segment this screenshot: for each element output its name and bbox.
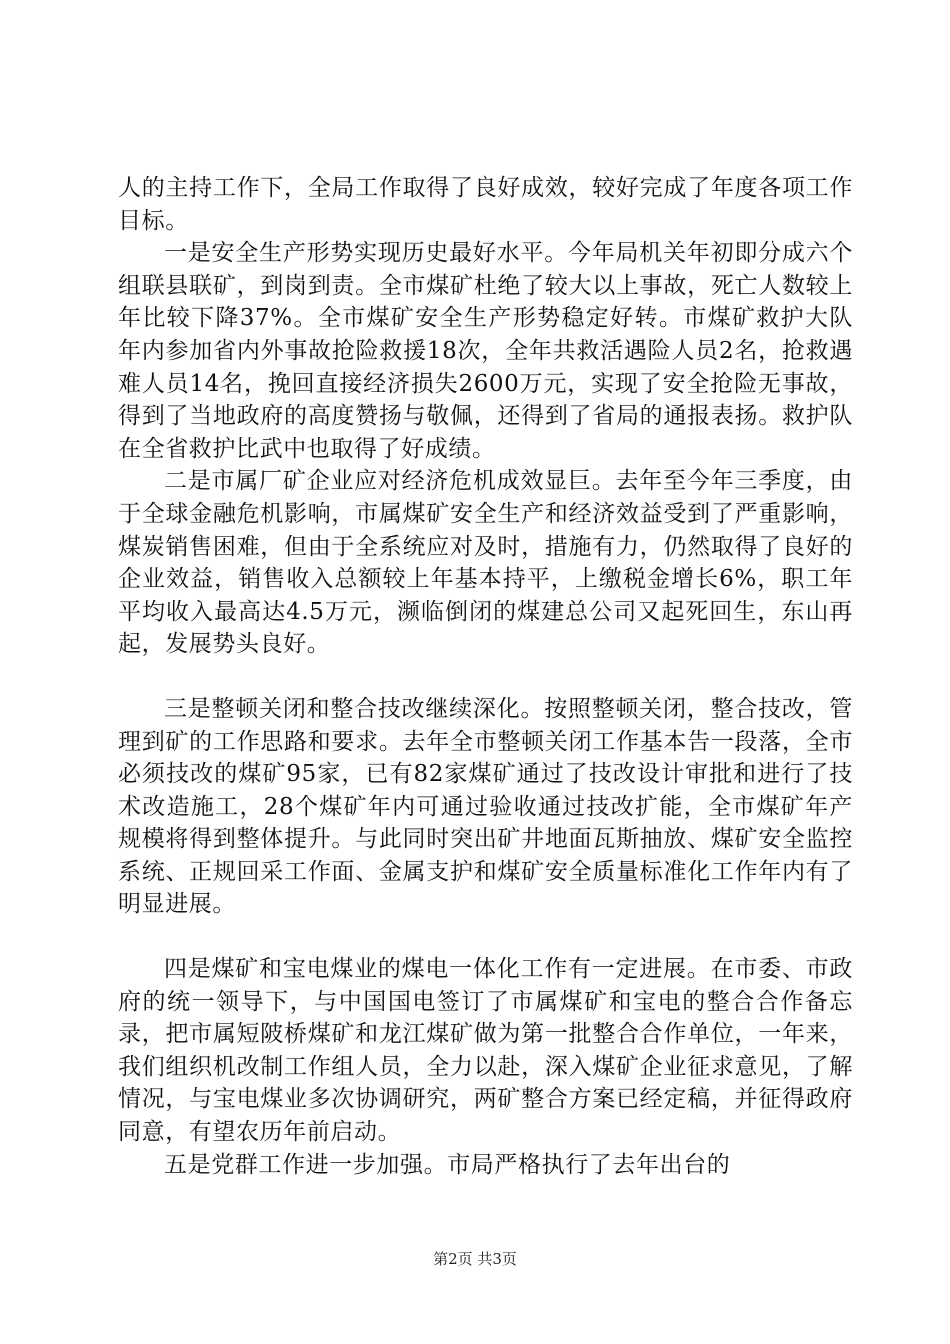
paragraph-party-work: 五是党群工作进一步加强。市局严格执行了去年出台的 (164, 1151, 731, 1178)
paragraph-safety-production: 一是安全生产形势实现历史最好水平。今年局机关年初即分成六个组联县联矿，到岗到责。全市煤矿杜绝了较大以上事故，死亡人数较上年比较下降37%。全市煤矿安全生产形势稳定好转。市煤矿救护大队年内参加省内外事故抢险救援18次，全年共救活遇险人员2名，抢救遇难人员14名，挽回直接经济损失2600万元，实现了安全抢险无事故，得到了当地政府的高度赞扬与敬佩，还得到了省局的通报表扬。救护队在全省救护比武中也取得了好成绩。 (118, 240, 853, 462)
paragraph-intro-continuation: 人的主持工作下，全局工作取得了良好成效，较好完成了年度各项工作目标。 (118, 175, 853, 234)
paragraph-coal-power-integration: 四是煤矿和宝电煤业的煤电一体化工作有一定进展。在市委、市政府的统一领导下，与中国国电签订了市属煤矿和宝电的整合合作备忘录，把市属短陂桥煤矿和龙江煤矿做为第一批整合合作单位，一年来，我们组织机改制工作组人员，全力以赴，深入煤矿企业征求意见，了解情况，与宝电煤业多次协调研究，两矿整合方案已经定稿，并征得政府同意，有望农历年前启动。 (118, 956, 853, 1146)
paragraph-rectification: 三是整顿关闭和整合技改继续深化。按照整顿关闭，整合技改，管理到矿的工作思路和要求。去年全市整顿关闭工作基本告一段落，全市必须技改的煤矿95家，已有82家煤矿通过了技改设计审批和进行了技术改造施工，28个煤矿年内可通过验收通过技改扩能，全市煤矿年产规模将得到整体提升。与此同时突出矿井地面瓦斯抽放、煤矿安全监控系统、正规回采工作面、金属支护和煤矿安全质量标准化工作年内有了明显进展。 (118, 695, 853, 918)
page-number-footer: 第2页 共3页 (433, 1250, 517, 1268)
document-body (118, 172, 853, 1181)
paragraph-economic-crisis: 二是市属厂矿企业应对经济危机成效显巨。去年至今年三季度，由于全球金融危机影响，市属煤矿安全生产和经济效益受到了严重影响，煤炭销售困难，但由于全系统应对及时，措施有力，仍然取得了良好的企业效益，销售收入总额较上年基本持平，上缴税金增长6%，职工年平均收入最高达4.5万元，濒临倒闭的煤建总公司又起死回生，东山再起，发展势头良好。 (118, 468, 853, 658)
